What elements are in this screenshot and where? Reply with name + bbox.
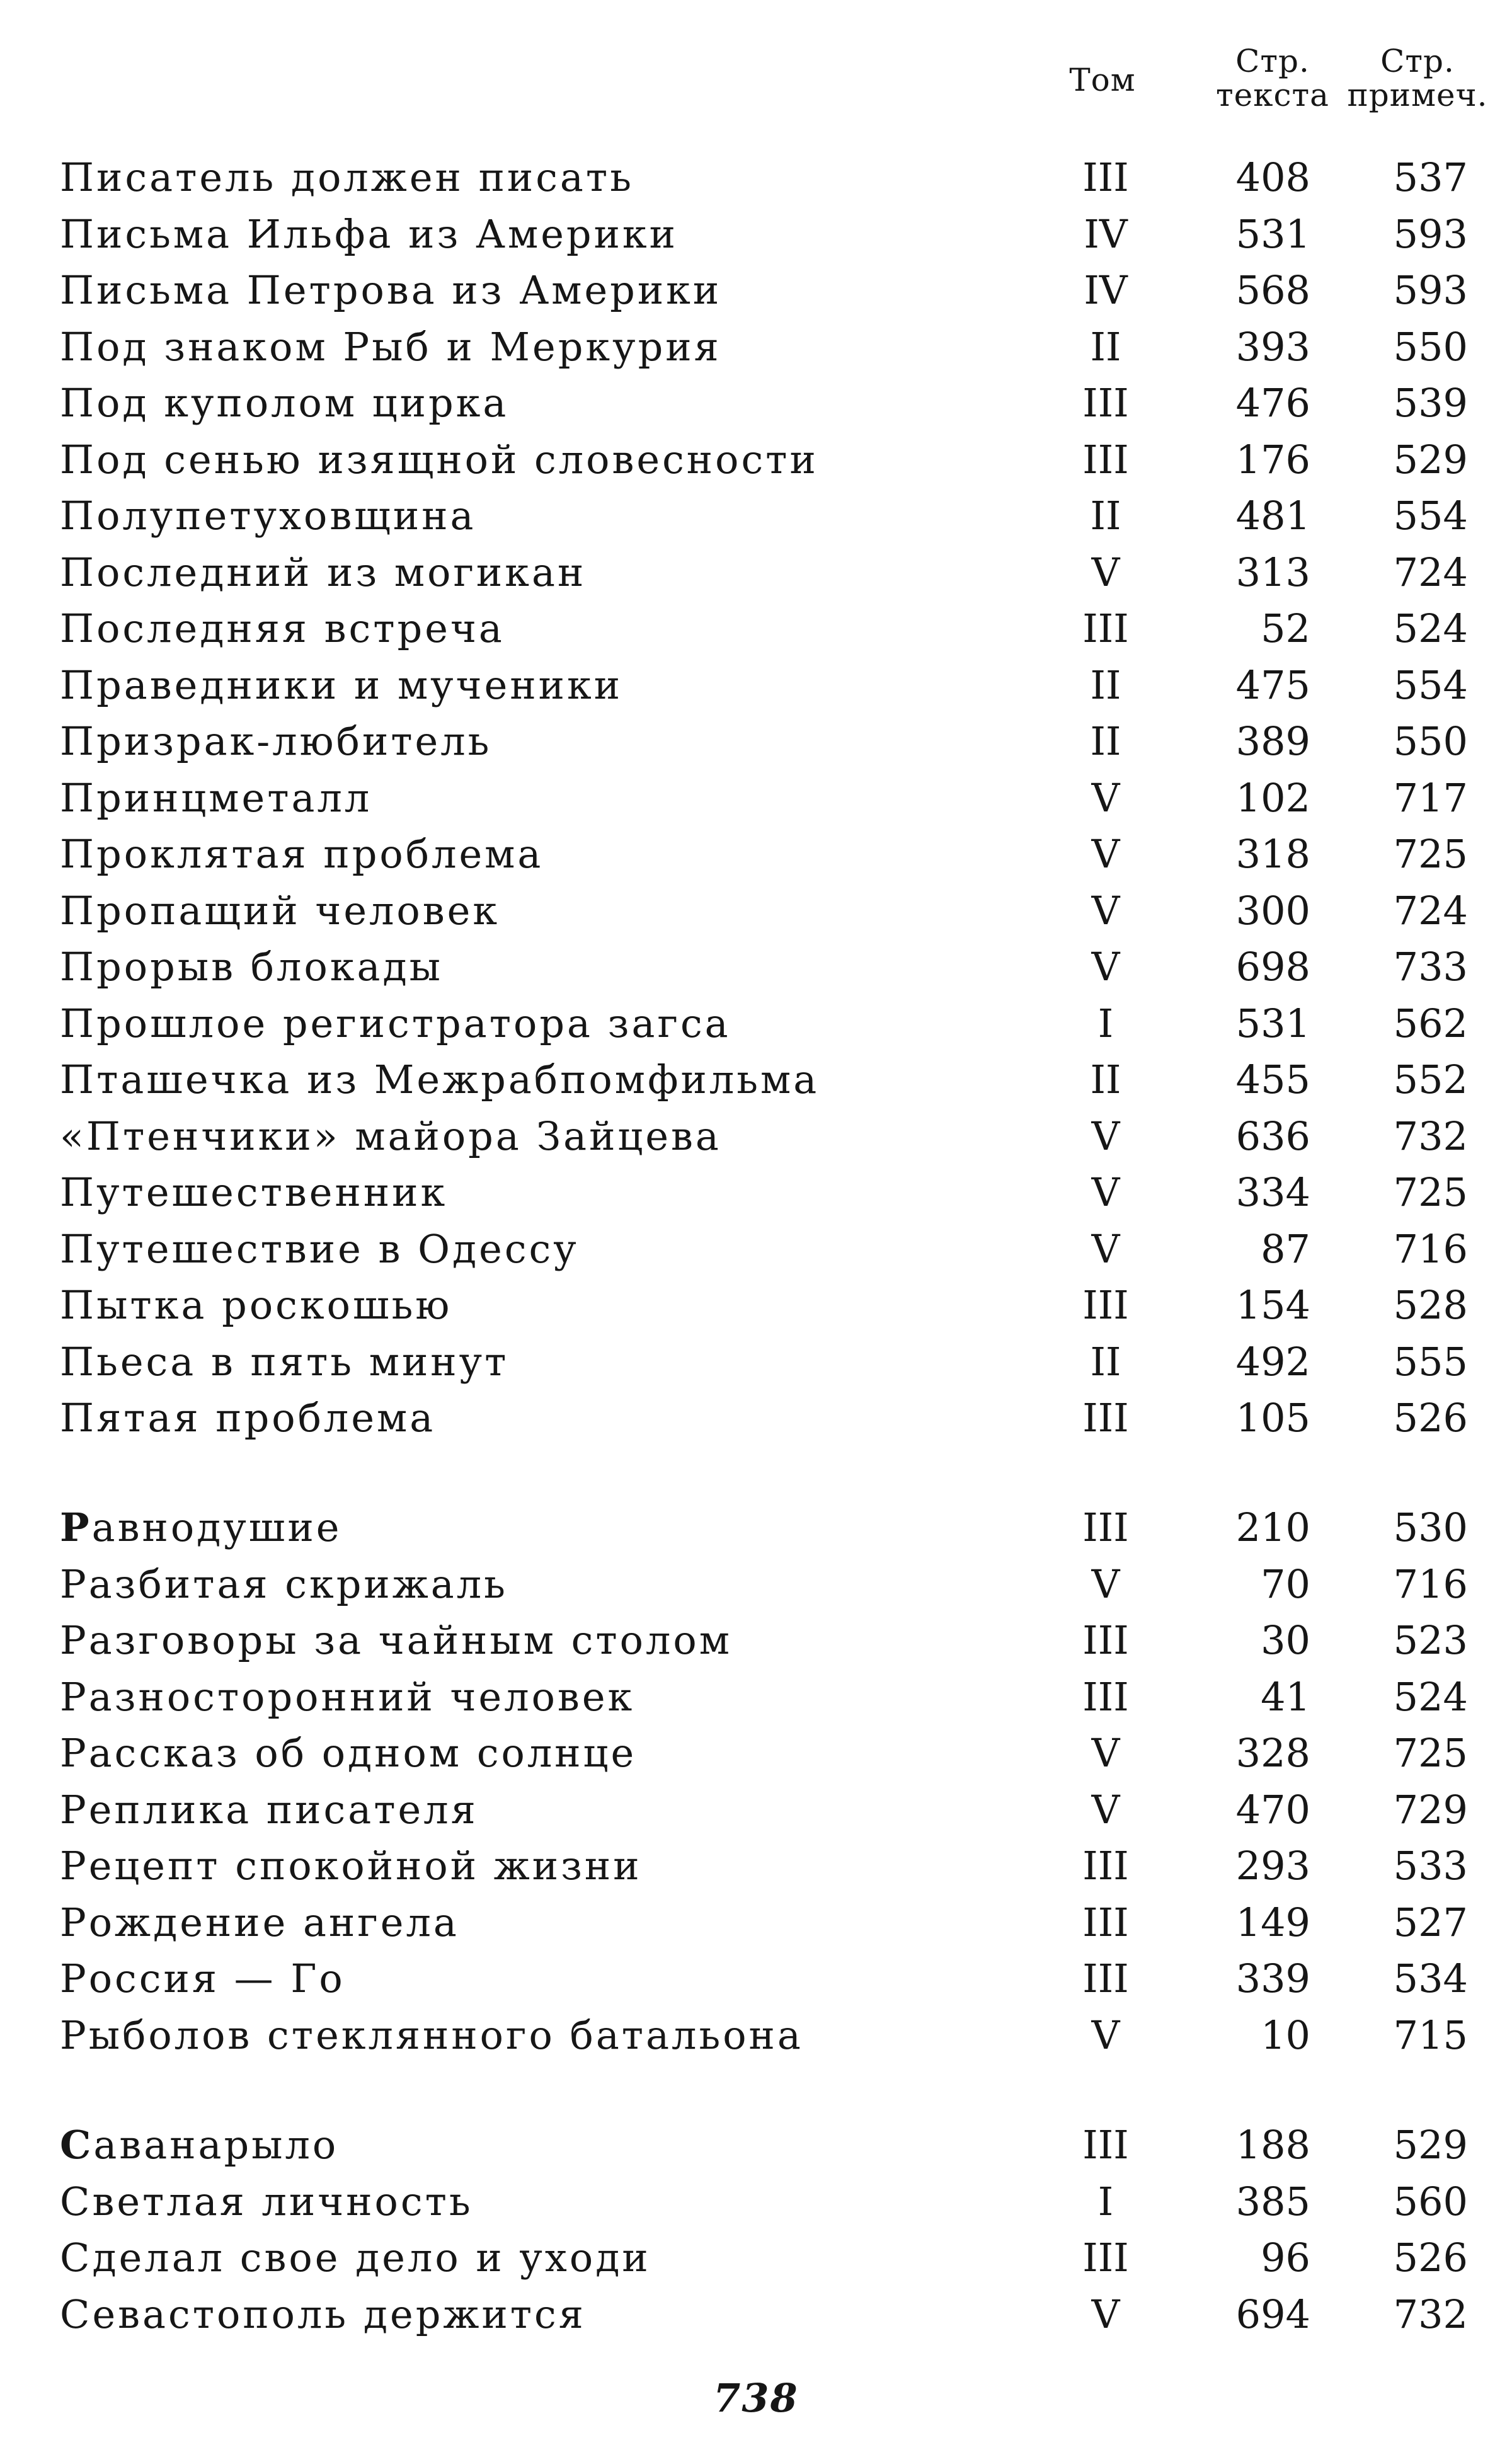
entry-text-page: 636 [1235, 1113, 1310, 1159]
entry-notes-page: 593 [1393, 267, 1468, 313]
entry-notes-page: 529 [1393, 2122, 1468, 2168]
entry-text-page: 102 [1235, 774, 1310, 821]
entry-title-rest: авнодушие [91, 1504, 342, 1550]
entry-notes-page: 534 [1393, 1955, 1468, 2001]
entry-notes-page: 729 [1393, 1786, 1468, 1833]
entry-volume: III [1082, 1282, 1129, 1328]
entry-notes-page: 593 [1393, 210, 1468, 257]
entry-text-page: 389 [1235, 718, 1310, 764]
entry-volume: III [1082, 1843, 1129, 1889]
entry-notes-page: 527 [1393, 1899, 1468, 1945]
entry-notes-page: 526 [1393, 2235, 1468, 2281]
entry-volume: III [1082, 436, 1129, 483]
entry-notes-page: 550 [1393, 718, 1468, 764]
entry-notes-page: 550 [1393, 323, 1468, 370]
entry-notes-page: 533 [1393, 1843, 1468, 1889]
entry-title: Пропащий человек [60, 887, 500, 934]
entry-notes-page: 529 [1393, 436, 1468, 483]
entry-volume: III [1082, 1673, 1129, 1720]
entry-title: Письма Ильфа из Америки [60, 210, 678, 257]
entry-text-page: 70 [1261, 1560, 1310, 1607]
index-row [0, 1612, 1512, 1669]
index-row [0, 770, 1512, 827]
column-header [0, 44, 1512, 120]
index-row [0, 1221, 1512, 1278]
entry-notes-page: 524 [1393, 605, 1468, 651]
entry-volume: IV [1084, 267, 1128, 313]
index-row [0, 883, 1512, 939]
index-row [0, 995, 1512, 1052]
entry-title: Писатель должен писать [60, 154, 634, 200]
entry-text-page: 393 [1235, 323, 1310, 370]
index-row [0, 1782, 1512, 1838]
entry-volume: III [1082, 1955, 1129, 2001]
entry-notes-page: 555 [1393, 1338, 1468, 1385]
entry-title: Рассказ об одном солнце [60, 1730, 637, 1776]
index-row [0, 600, 1512, 657]
entry-volume: V [1091, 549, 1120, 595]
entry-volume: II [1090, 1056, 1121, 1102]
entry-volume: II [1090, 661, 1121, 708]
index-row [0, 1051, 1512, 1108]
section-p [0, 149, 1512, 1446]
index-row [0, 1669, 1512, 1726]
entry-volume: V [1091, 1560, 1120, 1607]
entry-volume: III [1082, 605, 1129, 651]
entry-volume: III [1082, 2235, 1129, 2281]
entry-notes-page: 554 [1393, 661, 1468, 708]
entry-volume: II [1090, 323, 1121, 370]
entry-notes-page: 554 [1393, 493, 1468, 539]
index-row [0, 2117, 1512, 2173]
index-row [0, 1894, 1512, 1951]
entry-volume: V [1091, 1113, 1120, 1159]
entry-text-page: 52 [1261, 605, 1310, 651]
entry-title: Принцметалл [60, 774, 372, 821]
entry-notes-page: 732 [1393, 1113, 1468, 1159]
entry-volume: V [1091, 887, 1120, 934]
index-row [0, 262, 1512, 319]
entry-title: Разговоры за чайным столом [60, 1617, 732, 1663]
entry-volume: IV [1084, 210, 1128, 257]
entry-text-page: 96 [1261, 2235, 1310, 2281]
entry-text-page: 408 [1235, 154, 1310, 200]
section-initial-letter: Р [60, 1504, 92, 1550]
entry-text-page: 455 [1235, 1056, 1310, 1102]
entry-text-page: 105 [1235, 1395, 1310, 1441]
entry-text-page: 30 [1261, 1617, 1310, 1663]
entry-title: Под сенью изящной словесности [60, 436, 818, 483]
entry-text-page: 318 [1235, 831, 1310, 877]
entry-text-page: 339 [1235, 1955, 1310, 2001]
entry-volume: V [1091, 2012, 1120, 2058]
entry-text-page: 481 [1235, 493, 1310, 539]
index-row [0, 713, 1512, 770]
entry-title: Светлая личность [60, 2178, 473, 2225]
entry-volume: III [1082, 2122, 1129, 2168]
index-row [0, 432, 1512, 488]
index-row [0, 1390, 1512, 1446]
page-number: 738 [713, 2375, 799, 2421]
index-row [0, 319, 1512, 375]
volume-column-header: Том [1069, 62, 1136, 98]
entry-volume: II [1090, 493, 1121, 539]
entry-title: Севастополь держится [60, 2291, 586, 2337]
entry-notes-page: 725 [1393, 1730, 1468, 1776]
entry-notes-page: 552 [1393, 1056, 1468, 1102]
entry-text-page: 568 [1235, 267, 1310, 313]
entry-title: Письма Петрова из Америки [60, 267, 722, 313]
entry-title: «Птенчики» майора Зайцева [60, 1113, 721, 1159]
entry-title: Разбитая скрижаль [60, 1560, 508, 1607]
entry-title: Рыболов стеклянного батальона [60, 2012, 803, 2058]
entry-volume: III [1082, 154, 1129, 200]
entry-volume: II [1090, 718, 1121, 764]
entry-title: Последняя встреча [60, 605, 505, 651]
entry-text-page: 154 [1235, 1282, 1310, 1328]
entry-notes-page: 560 [1393, 2178, 1468, 2225]
index-row [0, 488, 1512, 544]
entry-volume: V [1091, 1225, 1120, 1272]
index-row [0, 2007, 1512, 2064]
entry-title: Под куполом цирка [60, 380, 509, 426]
entry-notes-page: 523 [1393, 1617, 1468, 1663]
notes-page-column-header: Стр. примеч. [1347, 43, 1488, 113]
entry-text-page: 531 [1235, 1000, 1310, 1046]
index-row [0, 1725, 1512, 1782]
section-initial-letter: С [60, 2122, 94, 2168]
entry-notes-page: 530 [1393, 1504, 1468, 1550]
index-row [0, 939, 1512, 995]
entry-title: Прошлое регистратора загса [60, 1000, 731, 1046]
entry-notes-page: 562 [1393, 1000, 1468, 1046]
entry-notes-page: 725 [1393, 831, 1468, 877]
index-row [0, 375, 1512, 432]
entry-title [60, 1499, 341, 1556]
index-row [0, 1950, 1512, 2007]
section-r [0, 1499, 1512, 2063]
entry-text-page: 293 [1235, 1843, 1310, 1889]
index-row [0, 149, 1512, 206]
index-row [0, 2173, 1512, 2230]
entry-notes-page: 526 [1393, 1395, 1468, 1441]
entry-title: Путешественник [60, 1169, 448, 1215]
entry-text-page: 10 [1261, 2012, 1310, 2058]
index-row [0, 826, 1512, 883]
entry-title: Праведники и мученики [60, 661, 623, 708]
entry-title: Последний из могикан [60, 549, 587, 595]
entry-volume: V [1091, 1786, 1120, 1833]
index-row [0, 1277, 1512, 1334]
entry-notes-page: 717 [1393, 774, 1468, 821]
entry-text-page: 470 [1235, 1786, 1310, 1833]
entry-volume: III [1082, 1395, 1129, 1441]
index-row [0, 1838, 1512, 1894]
entry-notes-page: 732 [1393, 2291, 1468, 2337]
entry-text-page: 87 [1261, 1225, 1310, 1272]
index-row [0, 2286, 1512, 2343]
index-row [0, 1556, 1512, 1613]
entry-title: Разносторонний человек [60, 1673, 635, 1720]
entry-text-page: 328 [1235, 1730, 1310, 1776]
entry-volume: V [1091, 831, 1120, 877]
entry-title-rest: аванарыло [93, 2122, 339, 2168]
entry-volume: II [1090, 1338, 1121, 1385]
entry-title [60, 2117, 338, 2173]
entry-notes-page: 716 [1393, 1225, 1468, 1272]
index-row [0, 206, 1512, 263]
entry-text-page: 188 [1235, 2122, 1310, 2168]
entry-text-page: 334 [1235, 1169, 1310, 1215]
entry-volume: I [1097, 2178, 1114, 2225]
entry-text-page: 149 [1235, 1899, 1310, 1945]
entry-title: Прорыв блокады [60, 944, 444, 990]
entry-volume: I [1097, 1000, 1114, 1046]
index-row [0, 1164, 1512, 1221]
entry-title: Пятая проблема [60, 1395, 436, 1441]
section-s [0, 2117, 1512, 2342]
entry-volume: III [1082, 1617, 1129, 1663]
entry-title: Реплика писателя [60, 1786, 478, 1833]
entry-text-page: 313 [1235, 549, 1310, 595]
entry-notes-page: 528 [1393, 1282, 1468, 1328]
index-row [0, 544, 1512, 601]
entry-volume: V [1091, 774, 1120, 821]
entry-notes-page: 733 [1393, 944, 1468, 990]
entry-title: Пытка роскошью [60, 1282, 452, 1328]
entry-title: Пташечка из Межрабпомфильма [60, 1056, 820, 1102]
entry-notes-page: 524 [1393, 1673, 1468, 1720]
entry-notes-page: 716 [1393, 1560, 1468, 1607]
entry-text-page: 476 [1235, 380, 1310, 426]
entry-notes-page: 724 [1393, 887, 1468, 934]
entry-volume: III [1082, 380, 1129, 426]
entry-text-page: 698 [1235, 944, 1310, 990]
entry-notes-page: 724 [1393, 549, 1468, 595]
entry-text-page: 41 [1261, 1673, 1310, 1720]
index-row [0, 1108, 1512, 1165]
index-row [0, 1334, 1512, 1390]
entry-notes-page: 715 [1393, 2012, 1468, 2058]
entry-text-page: 531 [1235, 210, 1310, 257]
entry-title: Пьеса в пять минут [60, 1338, 509, 1385]
entry-title: Россия — Го [60, 1955, 345, 2001]
entry-title: Рождение ангела [60, 1899, 459, 1945]
entry-volume: V [1091, 944, 1120, 990]
entry-text-page: 694 [1235, 2291, 1310, 2337]
entry-volume: V [1091, 1169, 1120, 1215]
entry-volume: V [1091, 1730, 1120, 1776]
entry-text-page: 475 [1235, 661, 1310, 708]
entry-title: Проклятая проблема [60, 831, 544, 877]
entry-title: Под знаком Рыб и Меркурия [60, 323, 721, 370]
entry-text-page: 210 [1235, 1504, 1310, 1550]
entry-text-page: 300 [1235, 887, 1310, 934]
entry-text-page: 176 [1235, 436, 1310, 483]
entry-title: Сделал свое дело и уходи [60, 2235, 651, 2281]
entry-notes-page: 537 [1393, 154, 1468, 200]
index-row [0, 1499, 1512, 1556]
entry-title: Полупетуховщина [60, 493, 476, 539]
entry-text-page: 385 [1235, 2178, 1310, 2225]
entry-title: Путешествие в Одессу [60, 1225, 579, 1272]
entry-notes-page: 539 [1393, 380, 1468, 426]
index-row [0, 657, 1512, 714]
entry-title: Призрак-любитель [60, 718, 492, 764]
entry-volume: III [1082, 1504, 1129, 1550]
text-page-column-header: Стр. текста [1216, 43, 1329, 113]
entry-notes-page: 725 [1393, 1169, 1468, 1215]
entry-volume: V [1091, 2291, 1120, 2337]
entry-volume: III [1082, 1899, 1129, 1945]
entry-title: Рецепт спокойной жизни [60, 1843, 642, 1889]
entry-text-page: 492 [1235, 1338, 1310, 1385]
index-row [0, 2230, 1512, 2286]
